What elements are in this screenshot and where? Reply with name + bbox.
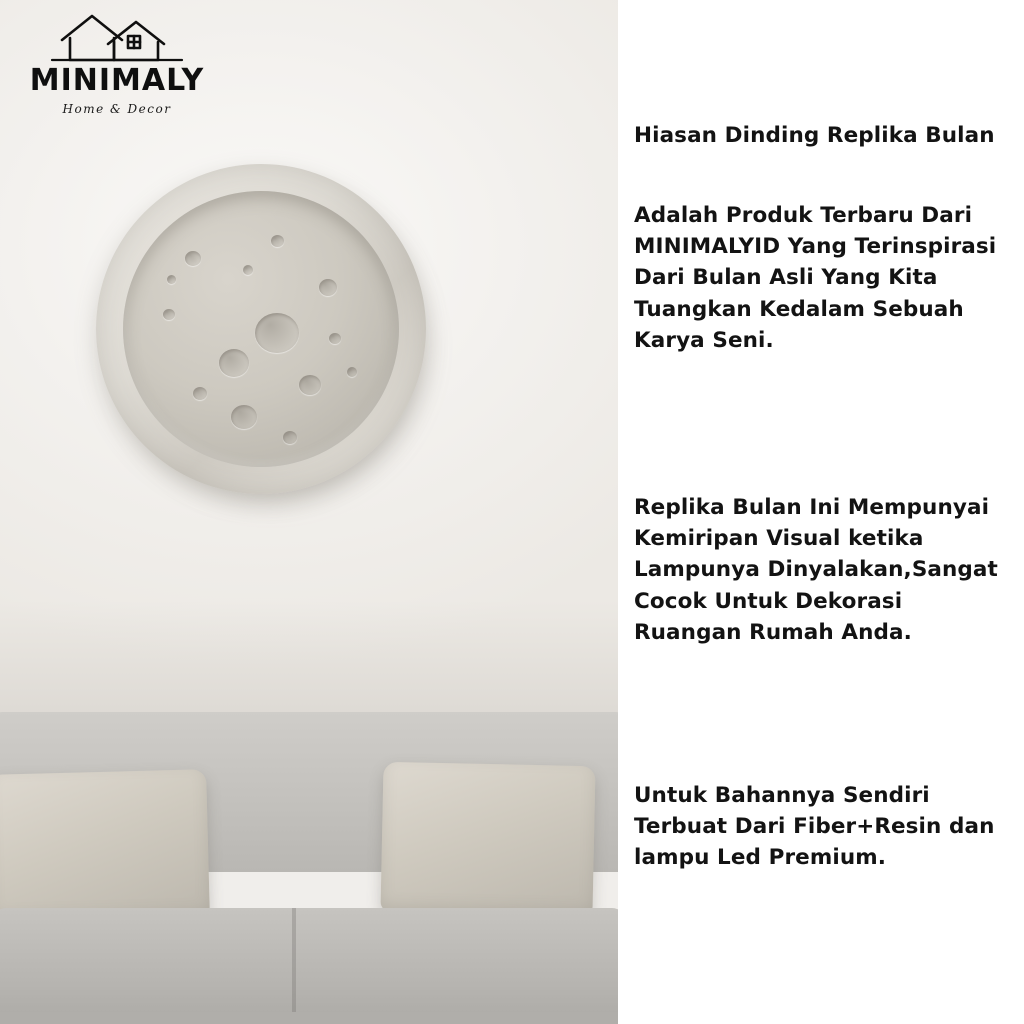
brand-tagline: Home & Decor <box>62 102 172 116</box>
moon-surface <box>123 191 399 467</box>
sofa-cushion-left <box>0 769 210 923</box>
sofa-cushion-right <box>380 762 595 916</box>
brand-name: MINIMALY <box>29 63 205 98</box>
brand-logo <box>14 8 220 116</box>
description-panel <box>618 0 1024 1024</box>
house-outline-icon <box>32 8 202 64</box>
description-paragraph-2: Replika Bulan Ini Mempunyai Kemiripan Visual ketika Lampunya Dinyalakan,Sangat Cocok Untuk Dekorasi Ruangan Rumah Anda. <box>634 495 998 645</box>
moon-wall-art-icon <box>96 164 426 494</box>
floor <box>0 1012 618 1024</box>
product-title: Hiasan Dinding Replika Bulan <box>634 123 995 148</box>
description-paragraph-1: Adalah Produk Terbaru Dari MINIMALYID Yang Terinspirasi Dari Bulan Asli Yang Kita Tuangkan Kedalam Sebuah Karya Seni. <box>634 203 997 353</box>
sofa-seat <box>0 908 618 1024</box>
sofa-icon <box>0 712 618 1024</box>
description-paragraph-3: Untuk Bahannya Sendiri Terbuat Dari Fiber+Resin dan lampu Led Premium. <box>634 783 995 871</box>
sofa-seat-seam <box>292 908 296 1024</box>
